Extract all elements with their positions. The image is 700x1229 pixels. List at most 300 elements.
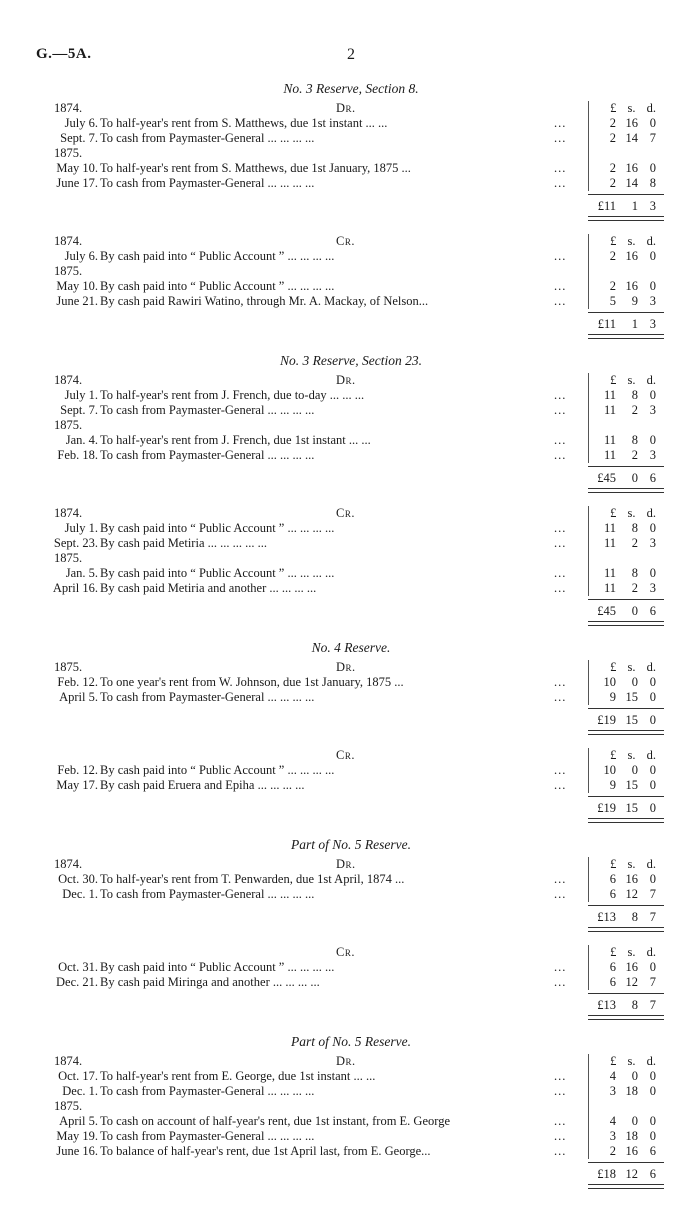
ledger-entry-row xyxy=(36,279,666,294)
amount-pounds: 5 xyxy=(609,294,616,308)
ledger-entry-row xyxy=(36,960,666,975)
total-pence: 3 xyxy=(649,199,656,213)
ledger-entry-row xyxy=(36,521,666,536)
total-rule-double xyxy=(588,216,664,221)
ledger-entry-row xyxy=(36,675,666,690)
amount-pence: 0 xyxy=(649,249,656,263)
debit-account xyxy=(36,373,666,492)
leader-dots: ... xyxy=(554,403,567,417)
total-shillings: 1 xyxy=(631,317,638,331)
amount-pounds: 11 xyxy=(603,448,616,462)
entry-date: June 16. xyxy=(56,1144,98,1158)
entry-date: May 17. xyxy=(56,778,98,792)
currency-header: £ s. d. xyxy=(610,945,656,959)
ledger-entry-row xyxy=(36,566,666,581)
total-pence: 7 xyxy=(649,910,656,924)
entry-date: April 5. xyxy=(59,1114,98,1128)
total-rule-double xyxy=(588,818,664,823)
currency-header: £ s. d. xyxy=(610,101,656,115)
entry-description: By cash paid Metiria and another ... ... ... ... xyxy=(100,581,317,595)
debit-account xyxy=(36,857,666,931)
credit-account xyxy=(36,506,666,625)
entry-description: By cash paid into “ Public Account ” ... ... ... ... xyxy=(100,960,335,974)
entry-description: To half-year's rent from S. Matthews, due 1st January, 1875 ... xyxy=(100,161,411,175)
account-side-label: Dr. xyxy=(336,373,356,387)
total-pence: 3 xyxy=(649,317,656,331)
ledger-entry-row xyxy=(36,116,666,131)
amount-pounds: 2 xyxy=(609,1144,616,1158)
amount-pence: 0 xyxy=(649,279,656,293)
entry-description: To half-year's rent from E. George, due 1st instant ... ... xyxy=(100,1069,376,1083)
amount-pounds: 2 xyxy=(609,161,616,175)
leader-dots: ... xyxy=(554,581,567,595)
total-rule-double xyxy=(588,488,664,493)
amount-shillings: 16 xyxy=(625,1144,638,1158)
entry-description: To cash on account of half-year's rent, due 1st instant, from E. George xyxy=(100,1114,450,1128)
account-side-label: Dr. xyxy=(336,101,356,115)
ledger-entry-row xyxy=(36,1114,666,1129)
leader-dots: ... xyxy=(554,161,567,175)
entry-date: July 1. xyxy=(64,388,98,402)
year-label: 1875. xyxy=(54,551,83,565)
ledger-section xyxy=(36,80,666,338)
debit-account xyxy=(36,660,666,734)
total-row xyxy=(36,801,666,816)
total-block xyxy=(36,905,666,931)
ledger-section xyxy=(36,639,666,822)
leader-dots: ... xyxy=(554,1144,567,1158)
total-block xyxy=(36,466,666,492)
total-pounds: £45 xyxy=(597,471,616,485)
leader-dots: ... xyxy=(554,675,567,689)
entry-date: July 6. xyxy=(64,116,98,130)
leader-dots: ... xyxy=(554,887,567,901)
entry-date: April 5. xyxy=(59,690,98,704)
leader-dots: ... xyxy=(554,294,567,308)
total-rule-top xyxy=(588,796,664,797)
year-row xyxy=(36,1099,666,1114)
entry-date: Jan. 5. xyxy=(65,566,98,580)
ledger-entry-row xyxy=(36,1144,666,1159)
total-pounds: £13 xyxy=(597,998,616,1012)
amount-pence: 7 xyxy=(649,975,656,989)
total-rule-top xyxy=(588,599,664,600)
account-side-label: Cr. xyxy=(336,748,355,762)
currency-header: £ s. d. xyxy=(610,506,656,520)
leader-dots: ... xyxy=(554,521,567,535)
account-header-row xyxy=(36,748,666,763)
ledger-section xyxy=(36,352,666,625)
amount-pounds: 2 xyxy=(609,116,616,130)
total-pence: 6 xyxy=(649,1167,656,1181)
amount-pounds: 6 xyxy=(609,975,616,989)
total-pounds: £19 xyxy=(597,801,616,815)
amount-shillings: 8 xyxy=(631,433,638,447)
total-rule-double xyxy=(588,1015,664,1020)
leader-dots: ... xyxy=(554,1114,567,1128)
amount-shillings: 9 xyxy=(631,294,638,308)
amount-pence: 7 xyxy=(649,887,656,901)
entry-date: June 21. xyxy=(56,294,98,308)
entry-date: May 10. xyxy=(56,161,98,175)
amount-shillings: 16 xyxy=(625,116,638,130)
leader-dots: ... xyxy=(554,433,567,447)
account-header-row xyxy=(36,373,666,388)
year-label: 1875. xyxy=(54,1099,83,1113)
entry-description: By cash paid into “ Public Account ” ... ... ... ... xyxy=(100,521,335,535)
year-label: 1874. xyxy=(54,234,83,248)
total-row xyxy=(36,471,666,486)
currency-header: £ s. d. xyxy=(610,234,656,248)
leader-dots: ... xyxy=(554,448,567,462)
total-rule-double xyxy=(588,1184,664,1189)
entry-description: By cash paid into “ Public Account ” ... ... ... ... xyxy=(100,763,335,777)
page-header xyxy=(36,46,664,66)
section-title: Part of No. 5 Reserve. xyxy=(291,1034,411,1049)
total-shillings: 8 xyxy=(631,910,638,924)
entry-date: Oct. 31. xyxy=(58,960,98,974)
leader-dots: ... xyxy=(554,566,567,580)
year-row xyxy=(36,551,666,566)
leader-dots: ... xyxy=(554,176,567,190)
section-title: No. 3 Reserve, Section 8. xyxy=(283,81,419,96)
leader-dots: ... xyxy=(554,690,567,704)
amount-pence: 3 xyxy=(649,294,656,308)
account-header-row xyxy=(36,234,666,249)
amount-pence: 3 xyxy=(649,581,656,595)
total-rule-top xyxy=(588,1162,664,1163)
amount-pence: 0 xyxy=(649,960,656,974)
entry-description: By cash paid Rawiri Watino, through Mr. A. Mackay, of Nelson... xyxy=(100,294,429,308)
document-code: G.—5A. xyxy=(36,46,92,62)
entry-date: May 10. xyxy=(56,279,98,293)
year-row xyxy=(36,146,666,161)
year-label: 1874. xyxy=(54,857,83,871)
entry-description: To half-year's rent from J. French, due to-day ... ... ... xyxy=(100,388,365,402)
entry-description: To cash from Paymaster-General ... ... ... ... xyxy=(100,1129,315,1143)
leader-dots: ... xyxy=(554,960,567,974)
ledger-section xyxy=(36,1033,666,1188)
account-header-row xyxy=(36,1054,666,1069)
total-row xyxy=(36,998,666,1013)
amount-pounds: 6 xyxy=(609,872,616,886)
amount-pence: 0 xyxy=(649,1129,656,1143)
amount-pence: 0 xyxy=(649,675,656,689)
leader-dots: ... xyxy=(554,116,567,130)
entry-description: To cash from Paymaster-General ... ... ... ... xyxy=(100,403,315,417)
amount-shillings: 16 xyxy=(625,279,638,293)
total-rule-double xyxy=(588,334,664,339)
total-pounds: £11 xyxy=(597,317,616,331)
currency-header: £ s. d. xyxy=(610,857,656,871)
entry-description: By cash paid into “ Public Account ” ... ... ... ... xyxy=(100,566,335,580)
leader-dots: ... xyxy=(554,131,567,145)
amount-shillings: 18 xyxy=(625,1129,638,1143)
entry-date: Sept. 7. xyxy=(60,403,98,417)
amount-pence: 7 xyxy=(649,131,656,145)
total-block xyxy=(36,796,666,822)
amount-pence: 0 xyxy=(649,433,656,447)
entry-description: By cash paid into “ Public Account ” ... ... ... ... xyxy=(100,249,335,263)
amount-shillings: 2 xyxy=(631,448,638,462)
amount-pounds: 11 xyxy=(603,521,616,535)
account-side-label: Cr. xyxy=(336,234,355,248)
amount-shillings: 12 xyxy=(625,975,638,989)
amount-pounds: 11 xyxy=(603,566,616,580)
total-block xyxy=(36,312,666,338)
account-side-label: Dr. xyxy=(336,1054,356,1068)
section-title: No. 4 Reserve. xyxy=(311,640,391,655)
entry-date: Sept. 23. xyxy=(53,536,98,550)
entry-description: To half-year's rent from J. French, due 1st instant ... ... xyxy=(100,433,371,447)
total-pence: 6 xyxy=(649,604,656,618)
amount-pence: 0 xyxy=(649,1084,656,1098)
entry-description: To one year's rent from W. Johnson, due 1st January, 1875 ... xyxy=(100,675,404,689)
year-label: 1875. xyxy=(54,264,83,278)
total-pence: 0 xyxy=(649,801,656,815)
total-rule-top xyxy=(588,312,664,313)
entry-description: To cash from Paymaster-General ... ... ... ... xyxy=(100,176,315,190)
section-title: No. 3 Reserve, Section 23. xyxy=(279,353,423,368)
total-row xyxy=(36,910,666,925)
year-label: 1874. xyxy=(54,506,83,520)
amount-pounds: 9 xyxy=(609,778,616,792)
entry-date: Jan. 4. xyxy=(65,433,98,447)
amount-shillings: 16 xyxy=(625,249,638,263)
currency-header: £ s. d. xyxy=(610,373,656,387)
ledger-entry-row xyxy=(36,581,666,596)
year-label: 1875. xyxy=(54,660,83,674)
year-label: 1874. xyxy=(54,101,83,115)
account-header-row xyxy=(36,660,666,675)
entry-description: To cash from Paymaster-General ... ... ... ... xyxy=(100,1084,315,1098)
leader-dots: ... xyxy=(554,1084,567,1098)
entry-date: Dec. 21. xyxy=(56,975,98,989)
total-row xyxy=(36,604,666,619)
entry-description: To cash from Paymaster-General ... ... ... ... xyxy=(100,887,315,901)
amount-shillings: 8 xyxy=(631,388,638,402)
total-shillings: 15 xyxy=(625,801,638,815)
amount-pence: 0 xyxy=(649,690,656,704)
entry-date: Oct. 17. xyxy=(58,1069,98,1083)
amount-shillings: 14 xyxy=(625,131,638,145)
entry-date: July 6. xyxy=(64,249,98,263)
entry-date: July 1. xyxy=(64,521,98,535)
ledger-entry-row xyxy=(36,887,666,902)
total-rule-top xyxy=(588,708,664,709)
account-side-label: Cr. xyxy=(336,506,355,520)
ledger-entry-row xyxy=(36,1084,666,1099)
entry-date: Dec. 1. xyxy=(62,1084,98,1098)
amount-shillings: 0 xyxy=(631,675,638,689)
ledger-entry-row xyxy=(36,536,666,551)
amount-shillings: 2 xyxy=(631,403,638,417)
credit-account xyxy=(36,234,666,338)
amount-pence: 0 xyxy=(649,778,656,792)
amount-pounds: 4 xyxy=(609,1114,616,1128)
total-rule-double xyxy=(588,730,664,735)
entry-date: Feb. 18. xyxy=(57,448,98,462)
ledger-entry-row xyxy=(36,975,666,990)
amount-pence: 0 xyxy=(649,1114,656,1128)
entry-date: Feb. 12. xyxy=(57,675,98,689)
total-rule-top xyxy=(588,194,664,195)
amount-pence: 0 xyxy=(649,566,656,580)
account-header-row xyxy=(36,857,666,872)
entry-date: Oct. 30. xyxy=(58,872,98,886)
total-block xyxy=(36,1162,666,1188)
entry-date: Dec. 1. xyxy=(62,887,98,901)
total-rule-double xyxy=(588,621,664,626)
amount-shillings: 18 xyxy=(625,1084,638,1098)
amount-shillings: 0 xyxy=(631,1069,638,1083)
total-row xyxy=(36,713,666,728)
ledger-entry-row xyxy=(36,433,666,448)
amount-shillings: 16 xyxy=(625,960,638,974)
ledger-entry-row xyxy=(36,1129,666,1144)
ledger-entry-row xyxy=(36,763,666,778)
entry-date: April 16. xyxy=(52,581,98,595)
ledger-sections xyxy=(36,80,666,1202)
leader-dots: ... xyxy=(554,763,567,777)
year-label: 1875. xyxy=(54,418,83,432)
ledger-entry-row xyxy=(36,448,666,463)
total-rule-double xyxy=(588,927,664,932)
amount-pounds: 3 xyxy=(609,1084,616,1098)
amount-shillings: 0 xyxy=(631,1114,638,1128)
ledger-entry-row xyxy=(36,131,666,146)
credit-account xyxy=(36,945,666,1019)
entry-description: To half-year's rent from S. Matthews, due 1st instant ... ... xyxy=(100,116,388,130)
section-title: Part of No. 5 Reserve. xyxy=(291,837,411,852)
ledger-section xyxy=(36,836,666,1019)
ledger-entry-row xyxy=(36,249,666,264)
amount-pence: 0 xyxy=(649,388,656,402)
amount-shillings: 16 xyxy=(625,872,638,886)
ledger-entry-row xyxy=(36,388,666,403)
year-row xyxy=(36,418,666,433)
ledger-entry-row xyxy=(36,1069,666,1084)
total-shillings: 0 xyxy=(631,471,638,485)
debit-account xyxy=(36,101,666,220)
amount-pounds: 10 xyxy=(603,763,616,777)
amount-pence: 3 xyxy=(649,448,656,462)
account-side-label: Dr. xyxy=(336,857,356,871)
account-side-label: Cr. xyxy=(336,945,355,959)
entry-date: Feb. 12. xyxy=(57,763,98,777)
amount-shillings: 2 xyxy=(631,581,638,595)
total-pounds: £19 xyxy=(597,713,616,727)
year-label: 1874. xyxy=(54,1054,83,1068)
total-rule-top xyxy=(588,993,664,994)
amount-shillings: 0 xyxy=(631,763,638,777)
amount-pence: 6 xyxy=(649,1144,656,1158)
account-header-row xyxy=(36,101,666,116)
total-rule-top xyxy=(588,466,664,467)
amount-shillings: 14 xyxy=(625,176,638,190)
total-rule-top xyxy=(588,905,664,906)
total-pounds: £18 xyxy=(597,1167,616,1181)
amount-shillings: 15 xyxy=(625,778,638,792)
total-row xyxy=(36,317,666,332)
amount-pounds: 11 xyxy=(603,581,616,595)
amount-shillings: 8 xyxy=(631,521,638,535)
amount-shillings: 12 xyxy=(625,887,638,901)
total-pounds: £11 xyxy=(597,199,616,213)
amount-shillings: 2 xyxy=(631,536,638,550)
total-shillings: 8 xyxy=(631,998,638,1012)
debit-account xyxy=(36,1054,666,1188)
leader-dots: ... xyxy=(554,1069,567,1083)
leader-dots: ... xyxy=(554,388,567,402)
currency-header: £ s. d. xyxy=(610,1054,656,1068)
ledger-entry-row xyxy=(36,690,666,705)
amount-pounds: 2 xyxy=(609,249,616,263)
total-shillings: 15 xyxy=(625,713,638,727)
entry-date: Sept. 7. xyxy=(60,131,98,145)
entry-description: By cash paid into “ Public Account ” ... ... ... ... xyxy=(100,279,335,293)
account-header-row xyxy=(36,506,666,521)
leader-dots: ... xyxy=(554,872,567,886)
total-shillings: 12 xyxy=(625,1167,638,1181)
amount-pence: 0 xyxy=(649,116,656,130)
currency-header: £ s. d. xyxy=(610,660,656,674)
amount-pounds: 2 xyxy=(609,176,616,190)
amount-pounds: 2 xyxy=(609,131,616,145)
total-pounds: £45 xyxy=(597,604,616,618)
amount-pounds: 4 xyxy=(609,1069,616,1083)
amount-pence: 3 xyxy=(649,403,656,417)
entry-description: To balance of half-year's rent, due 1st April last, from E. George... xyxy=(100,1144,431,1158)
amount-pence: 0 xyxy=(649,872,656,886)
total-shillings: 0 xyxy=(631,604,638,618)
total-pence: 7 xyxy=(649,998,656,1012)
entry-description: By cash paid Miringa and another ... ... ... ... xyxy=(100,975,320,989)
total-pence: 6 xyxy=(649,471,656,485)
ledger-entry-row xyxy=(36,176,666,191)
amount-pence: 0 xyxy=(649,521,656,535)
amount-pounds: 2 xyxy=(609,279,616,293)
leader-dots: ... xyxy=(554,536,567,550)
account-side-label: Dr. xyxy=(336,660,356,674)
amount-shillings: 15 xyxy=(625,690,638,704)
year-row xyxy=(36,264,666,279)
total-pence: 0 xyxy=(649,713,656,727)
leader-dots: ... xyxy=(554,1129,567,1143)
amount-pence: 3 xyxy=(649,536,656,550)
ledger-entry-row xyxy=(36,778,666,793)
amount-pence: 0 xyxy=(649,763,656,777)
amount-pounds: 9 xyxy=(609,690,616,704)
amount-pounds: 11 xyxy=(603,388,616,402)
leader-dots: ... xyxy=(554,249,567,263)
total-pounds: £13 xyxy=(597,910,616,924)
total-block xyxy=(36,708,666,734)
year-label: 1874. xyxy=(54,373,83,387)
amount-pounds: 3 xyxy=(609,1129,616,1143)
entry-date: May 19. xyxy=(56,1129,98,1143)
entry-description: To half-year's rent from T. Penwarden, due 1st April, 1874 ... xyxy=(100,872,405,886)
total-block xyxy=(36,993,666,1019)
total-shillings: 1 xyxy=(631,199,638,213)
credit-account xyxy=(36,748,666,822)
ledger-entry-row xyxy=(36,872,666,887)
amount-pounds: 11 xyxy=(603,403,616,417)
ledger-entry-row xyxy=(36,403,666,418)
amount-shillings: 8 xyxy=(631,566,638,580)
total-row xyxy=(36,1167,666,1182)
entry-description: To cash from Paymaster-General ... ... ... ... xyxy=(100,448,315,462)
